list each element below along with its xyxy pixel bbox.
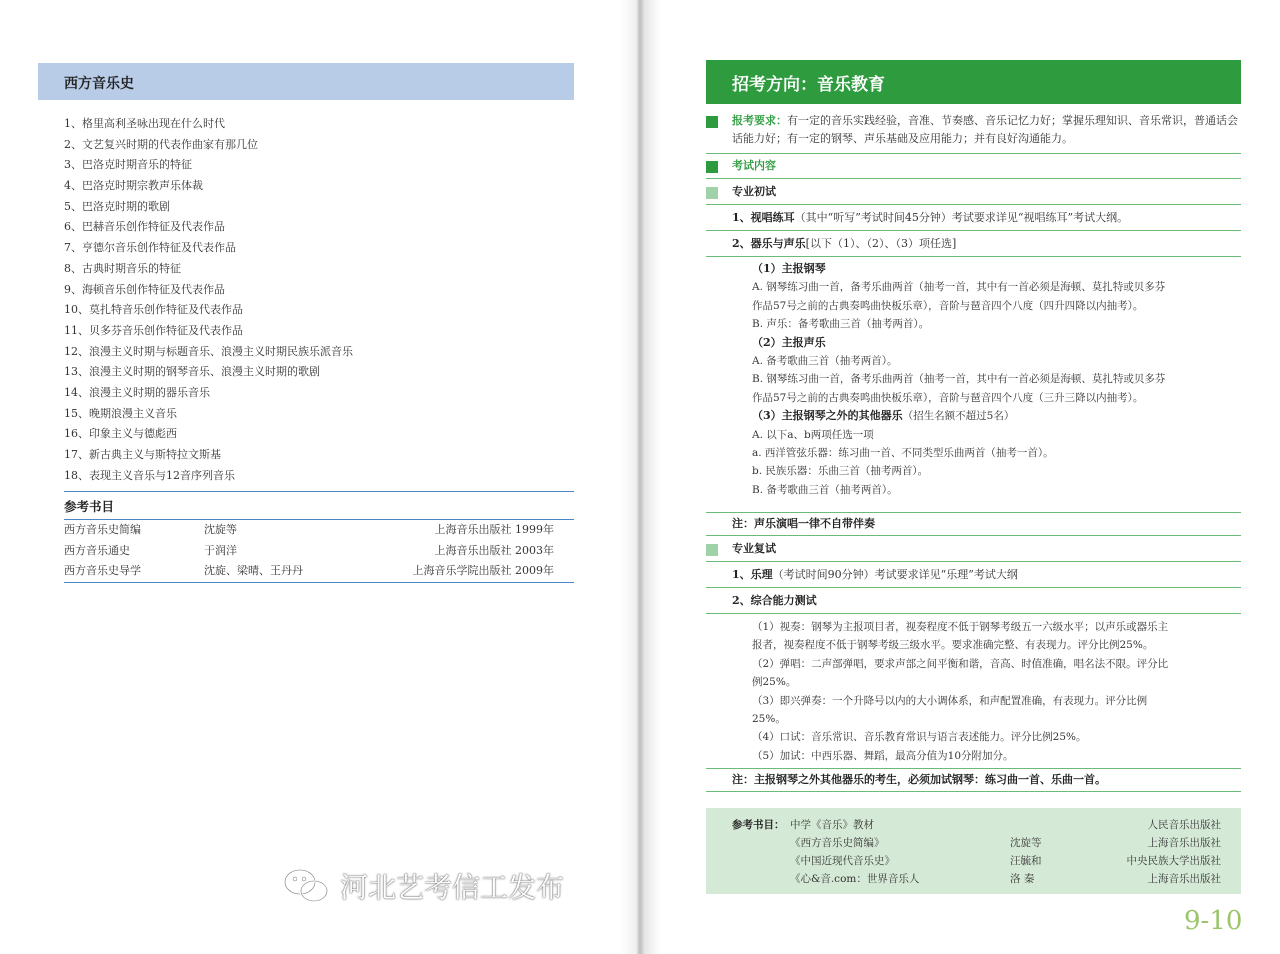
list-item: 8、古典时期音乐的特征 xyxy=(64,261,181,275)
references-table xyxy=(64,519,574,583)
text-line: 例25%。 xyxy=(752,676,797,689)
list-item: 11、贝多芬音乐创作特征及代表作品 xyxy=(64,323,243,337)
item-sight-singing: 1、视唱练耳（其中“听写”考试时间45分钟）考试要求详见“视唱练耳”考试大纲。 xyxy=(706,207,1241,231)
ref-author: 沈旋等 xyxy=(204,523,237,536)
prelim-heading: 专业初试 xyxy=(706,181,1241,205)
requirement-text: 有一定的音乐实践经验，音准、节奏感、音乐记忆力好；掌握乐理知识、音乐常识，普通话会话能力好；有一定的钢琴、声乐基础及应用能力；并有良好沟通能力。 xyxy=(732,114,1238,145)
text-line: A. 以下a、b两项任选一项 xyxy=(752,428,874,441)
text-line: （5）加试：中西乐器、舞蹈，最高分值为10分附加分。 xyxy=(752,749,1014,762)
watermark xyxy=(282,866,564,906)
table-row xyxy=(64,561,574,582)
text-line: 25%。 xyxy=(752,713,786,726)
requirement-block xyxy=(706,112,1241,154)
note-piano: 注：主报钢琴之外其他器乐的考生，必须加试钢琴：练习曲一首、乐曲一首。 xyxy=(706,768,1241,792)
text-line: a. 西洋管弦乐器：练习曲一首、不同类型乐曲两首（抽考一首）。 xyxy=(752,447,1054,460)
text-line: b. 民族乐器：乐曲三首（抽考两首）。 xyxy=(752,465,929,478)
table-row: 《西方音乐史简编》 沈旋等 上海音乐出版社 xyxy=(790,837,1221,849)
exam-content-heading: 考试内容 xyxy=(706,155,1241,179)
text-line: A. 备考歌曲三首（抽考两首）。 xyxy=(752,355,898,368)
text-line: B. 声乐：备考歌曲三首（抽考两首）。 xyxy=(752,318,930,331)
references-box xyxy=(706,808,1241,894)
text-line: 报者，视奏程度不低于钢琴考级三级水平。要求准确完整、有表现力。评分比例25%。 xyxy=(752,639,1154,652)
list-item: 3、巴洛克时期音乐的特征 xyxy=(64,158,192,172)
list-item: 12、浪漫主义时期与标题音乐、浪漫主义时期民族乐派音乐 xyxy=(64,344,353,358)
table-row: 参考书目： 中学《音乐》教材 人民音乐出版社 xyxy=(732,816,1221,834)
ref-title: 西方音乐通史 xyxy=(64,543,130,557)
text-line: （招生名额不超过5名） xyxy=(902,410,1015,423)
list-item: 2、文艺复兴时期的代表作曲家有那几位 xyxy=(64,137,258,151)
ref-title: 西方音乐史简编 xyxy=(64,523,141,536)
text-line: （2）弹唱：二声部弹唱，要求声部之间平衡和谐，音高、时值准确，唱名法不限。评分比 xyxy=(752,657,1169,670)
comprehensive-test-details xyxy=(752,618,1242,765)
green-square-icon xyxy=(706,161,718,173)
sub-heading: （3）主报钢琴之外的其他器乐 xyxy=(752,409,903,423)
green-square-icon xyxy=(706,116,718,128)
instrument-vocal-details xyxy=(752,260,1242,499)
light-green-square-icon xyxy=(706,544,718,556)
item-instrument-vocal: 2、器乐与声乐[以下（1）、（2）、（3）项任选] xyxy=(706,233,1241,257)
light-green-square-icon xyxy=(706,187,718,199)
section-header-western-music-history: 西方音乐史 xyxy=(38,63,574,100)
text-line: 作品57号之前的古典奏鸣曲快板乐章），音阶与琶音四个八度（四升四降以内抽考）。 xyxy=(752,299,1144,312)
list-item: 6、巴赫音乐创作特征及代表作品 xyxy=(64,220,225,234)
retest-heading: 专业复试 xyxy=(706,538,1241,562)
text-line: （3）即兴弹奏：一个升降号以内的大小调体系，和声配置准确，有表现力。评分比例 xyxy=(752,694,1148,707)
table-row: 《心&音.com：世界音乐人 洛 秦 上海音乐出版社 xyxy=(790,873,1221,885)
text-line: （1）视奏：钢琴为主报项目者，视奏程度不低于钢琴考级五一六级水平；以声乐或器乐主 xyxy=(752,621,1169,633)
topic-list xyxy=(64,114,574,486)
list-item: 7、亨德尔音乐创作特征及代表作品 xyxy=(64,241,236,255)
section-header-music-education: 招考方向：音乐教育 xyxy=(706,60,1241,104)
book-spine-shadow xyxy=(620,0,660,954)
list-item: 10、莫扎特音乐创作特征及代表作品 xyxy=(64,303,243,317)
watermark-text: 河北艺考信工发布 xyxy=(340,871,565,904)
list-item: 14、浪漫主义时期的器乐音乐 xyxy=(64,385,210,399)
list-item: 16、印象主义与德彪西 xyxy=(64,427,177,441)
table-row: 《中国近现代音乐史》 汪毓和 中央民族大学出版社 xyxy=(790,855,1221,867)
page-number: 9-10 xyxy=(1184,906,1243,936)
right-page xyxy=(640,0,1280,954)
chat-bubbles-icon xyxy=(282,866,330,906)
ref-author: 于润洋 xyxy=(204,543,237,557)
item-comprehensive-test: 2、综合能力测试 xyxy=(706,590,1241,614)
references-label: 参考书目： xyxy=(732,819,785,831)
ref-publisher: 上海音乐出版社 1999年 xyxy=(434,523,554,536)
list-item: 5、巴洛克时期的歌剧 xyxy=(64,199,170,213)
ref-title: 西方音乐史导学 xyxy=(64,564,141,577)
table-row xyxy=(64,520,574,541)
ref-publisher: 上海音乐出版社 2003年 xyxy=(434,543,554,557)
text-line: （4）口试：音乐常识、音乐教育常识与语言表述能力。评分比例25%。 xyxy=(752,731,1087,744)
list-item: 1、格里高利圣咏出现在什么时代 xyxy=(64,117,225,130)
references-title: 参考书目 xyxy=(64,491,574,517)
list-item: 18、表现主义音乐与12音序列音乐 xyxy=(64,468,235,482)
table-row xyxy=(64,541,574,562)
sub-heading: （1）主报钢琴 xyxy=(752,262,826,275)
text-line: A. 钢琴练习曲一首，备考乐曲两首（抽考一首，其中有一首必须是海顿、莫扎特或贝多芬 xyxy=(752,281,1166,294)
list-item: 4、巴洛克时期宗教声乐体裁 xyxy=(64,179,203,193)
list-item: 13、浪漫主义时期的钢琴音乐、浪漫主义时期的歌剧 xyxy=(64,365,320,379)
list-item: 9、海顿音乐创作特征及代表作品 xyxy=(64,282,225,296)
ref-publisher: 上海音乐学院出版社 2009年 xyxy=(412,564,554,577)
requirement-label: 报考要求： xyxy=(732,114,787,127)
list-item: 15、晚期浪漫主义音乐 xyxy=(64,406,177,420)
text-line: 作品57号之前的古典奏鸣曲快板乐章），音阶与琶音四个八度（三升三降以内抽考）。 xyxy=(752,391,1144,404)
text-line: B. 备考歌曲三首（抽考两首）。 xyxy=(752,483,898,496)
text-line: B. 钢琴练习曲一首，备考乐曲两首（抽考一首，其中有一首必须是海顿、莫扎特或贝多芬 xyxy=(752,373,1166,386)
sub-heading: （2）主报声乐 xyxy=(752,335,826,349)
item-music-theory: 1、乐理（考试时间90分钟）考试要求详见“乐理”考试大纲 xyxy=(706,564,1241,588)
list-item: 17、新古典主义与斯特拉文斯基 xyxy=(64,448,221,461)
note-vocal: 注：声乐演唱一律不自带伴奏 xyxy=(706,512,1241,536)
ref-author: 沈旋、梁晴、王丹丹 xyxy=(204,564,303,577)
